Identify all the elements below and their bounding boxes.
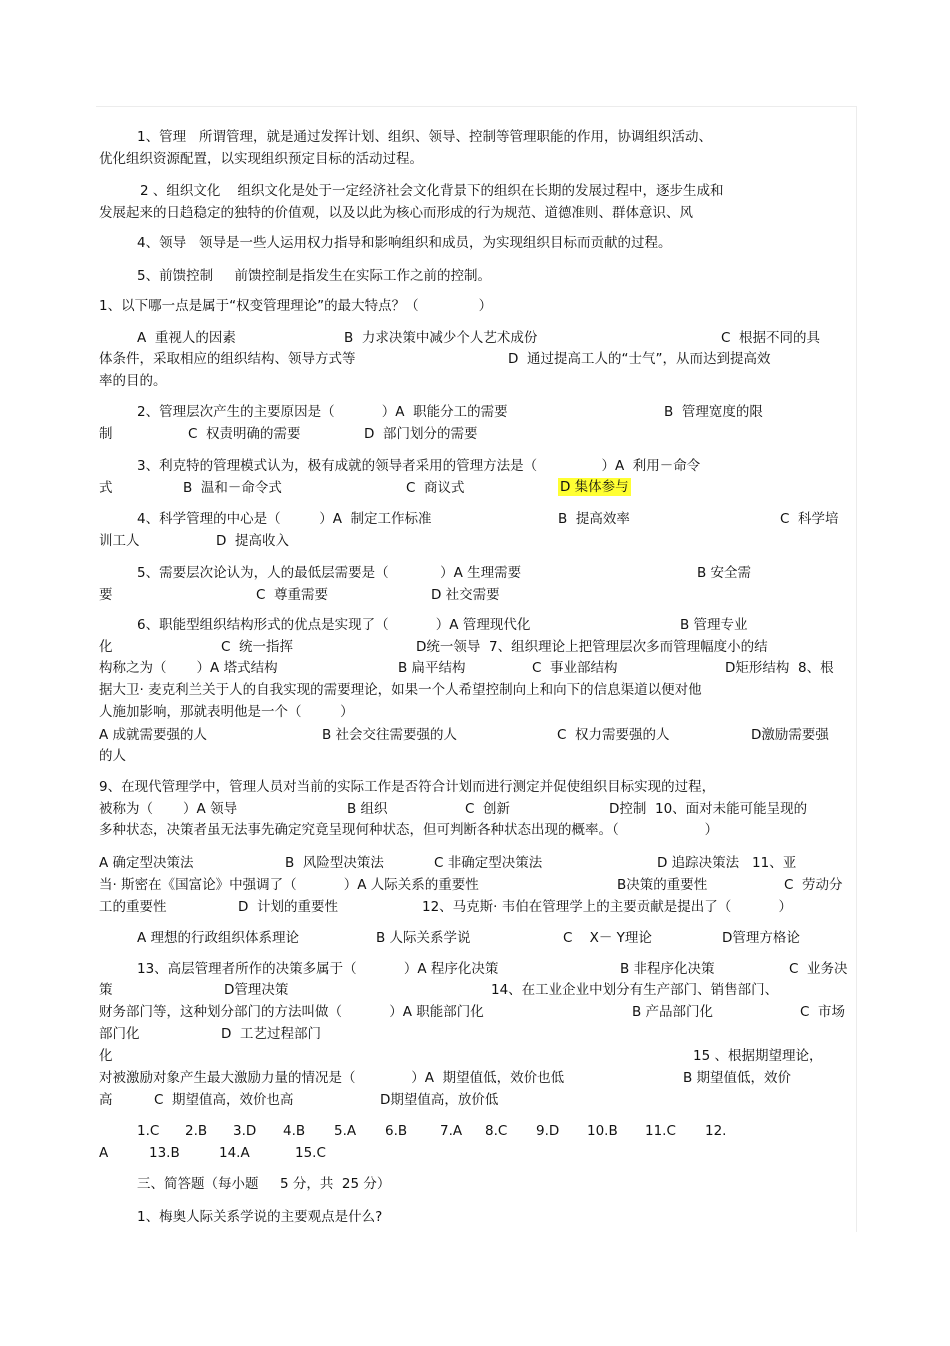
- answer-3: 3.D: [233, 1123, 257, 1139]
- answer-13: 13.B: [149, 1145, 180, 1161]
- question-4-option-d: D 提高收入: [216, 533, 289, 549]
- question-7-option-b: B 扁平结构: [398, 660, 466, 676]
- question-6-option-d-and-q7: D统一领导 7、组织理论上把管理层次多而管理幅度小的结: [416, 639, 768, 655]
- question-2-option-b: B 管理宽度的限: [664, 404, 763, 420]
- answer-7: 7.A: [440, 1123, 463, 1139]
- answer-4: 4.B: [283, 1123, 306, 1139]
- question-5-option-d: D 社交需要: [431, 587, 500, 603]
- question-10-option-a: A 确定型决策法: [99, 855, 194, 871]
- question-3-option-c: C 商议式: [406, 480, 465, 496]
- question-8-option-d-cont: 的人: [99, 748, 126, 764]
- answer-12-value: A: [99, 1145, 109, 1161]
- question-4-option-c-cont: 训工人: [99, 533, 140, 549]
- answer-14: 14.A: [219, 1145, 250, 1161]
- question-13-option-d: D管理决策: [224, 982, 289, 998]
- highlight-mark: D 集体参与: [560, 479, 629, 495]
- answer-11: 11.C: [645, 1123, 676, 1139]
- question-15-option-b-cont: 高: [99, 1092, 113, 1108]
- question-1-option-c-cont: 体条件，采取相应的组织结构、领导方式等: [99, 351, 356, 367]
- section-3-heading: 三、简答题（每小题 5 分，共 25 分）: [137, 1176, 391, 1192]
- answer-1: 1.C: [137, 1123, 160, 1139]
- question-8-option-b: B 社会交往需要强的人: [322, 727, 458, 743]
- question-2-option-d: D 部门划分的需要: [364, 426, 478, 442]
- question-10-stem: 多种状态，决策者虽无法事先确定究竟呈现何种状态，但可判断各种状态出现的概率。（ ）: [99, 822, 719, 838]
- question-8-option-a: A 成就需要强的人: [99, 727, 208, 743]
- question-9-option-b: B 组织: [347, 801, 388, 817]
- question-15-option-c: C 期望值高，效价也高: [154, 1092, 294, 1108]
- question-4-option-c: C 科学培: [780, 511, 839, 527]
- definition-5: 5、前馈控制 前馈控制是指发生在实际工作之前的控制。: [137, 268, 492, 284]
- question-14-option-c-cont: 部门化: [99, 1026, 140, 1042]
- question-1-stem: 1、以下哪一点是属于“权变管理理论”的最大特点？（ ）: [99, 298, 493, 314]
- definition-2-line-1: 2 、组织文化 组织文化是处于一定经济社会文化背景下的组织在长期的发展过程中，逐步生成和: [140, 183, 724, 199]
- answer-5: 5.A: [334, 1123, 357, 1139]
- question-3-option-b: B 温和－命令式: [183, 480, 282, 496]
- answer-12-number: 12.: [705, 1123, 727, 1139]
- question-8-stem-line-1: 据大卫· 麦克利兰关于人的自我实现的需要理论，如果一个人希望控制向上和向下的信息渠道以便对他: [99, 682, 702, 698]
- question-6-option-b-cont: 化: [99, 639, 113, 655]
- question-2-option-c: C 权责明确的需要: [188, 426, 301, 442]
- question-11-option-b: B决策的重要性: [617, 877, 708, 893]
- question-7-option-d-and-q8: D矩形结构 8、根: [725, 660, 834, 676]
- question-10-option-b: B 风险型决策法: [285, 855, 384, 871]
- question-10-option-c: C 非确定型决策法: [434, 855, 543, 871]
- question-15-option-d: D期望值高，放价低: [380, 1092, 499, 1108]
- question-13-option-b: B 非程序化决策: [620, 961, 715, 977]
- definition-4: 4、领导 领导是一些人运用权力指导和影响组织和成员，为实现组织目标而贡献的过程。: [137, 235, 672, 251]
- question-15-stem-line-2: 对被激励对象产生最大激励力量的情况是（ ）A 期望值低，效价也低: [99, 1070, 565, 1086]
- question-14-option-d-cont: 化: [99, 1048, 113, 1064]
- definition-1-line-1: 1、管理 所谓管理，就是通过发挥计划、组织、领导、控制等管理职能的作用，协调组织活动、: [137, 129, 712, 145]
- question-13-stem: 13、高层管理者所作的决策多属于（ ）A 程序化决策: [137, 961, 499, 977]
- question-12-option-b: B 人际关系学说: [376, 930, 471, 946]
- question-3-option-d-highlighted: [558, 477, 631, 497]
- question-11-option-c: C 劳动分: [784, 877, 843, 893]
- question-1-option-d: D 通过提高工人的“士气”，从而达到提高效: [508, 351, 771, 367]
- question-4-option-b: B 提高效率: [558, 511, 630, 527]
- question-12-option-a: A 理想的行政组织体系理论: [137, 930, 300, 946]
- question-11-option-c-cont: 工的重要性: [99, 899, 167, 915]
- question-11-stem: 当· 斯密在《国富论》中强调了（ ）A 人际关系的重要性: [99, 877, 479, 893]
- question-14-option-b: B 产品部门化: [632, 1004, 714, 1020]
- question-9-option-c: C 创新: [465, 801, 511, 817]
- question-5-stem: 5、需要层次论认为，人的最低层需要是（ ）A 生理需要: [137, 565, 522, 581]
- answer-2: 2.B: [185, 1123, 208, 1139]
- question-15-option-b: B 期望值低，效价: [683, 1070, 792, 1086]
- question-4-stem: 4、科学管理的中心是（ ）A 制定工作标准: [137, 511, 432, 527]
- question-13-option-c-cont: 策: [99, 982, 113, 998]
- question-1-option-b: B 力求决策中减少个人艺术成份: [344, 330, 538, 346]
- question-12-stem: 12、马克斯· 韦伯在管理学上的主要贡献是提出了（ ）: [422, 899, 792, 915]
- question-12-option-d: D管理方格论: [722, 930, 800, 946]
- definition-2-line-2: 发展起来的日趋稳定的独特的价值观，以及以此为核心而形成的行为规范、道德准则、群体意识、风: [99, 205, 693, 221]
- question-10-option-d-and-q11: D 追踪决策法 11、亚: [657, 855, 797, 871]
- question-11-option-d: D 计划的重要性: [238, 899, 338, 915]
- answer-15: 15.C: [295, 1145, 326, 1161]
- question-12-option-c: C X－ Y理论: [563, 930, 652, 946]
- question-2-stem: 2、管理层次产生的主要原因是（ ）A 职能分工的需要: [137, 404, 508, 420]
- definition-1-line-2: 优化组织资源配置，以实现组织预定目标的活动过程。: [99, 151, 423, 167]
- question-8-option-d: D激励需要强: [751, 727, 829, 743]
- question-14-option-d: D 工艺过程部门: [221, 1026, 321, 1042]
- answer-9: 9.D: [536, 1123, 560, 1139]
- question-14-stem-line-2: 财务部门等，这种划分部门的方法叫做（ ）A 职能部门化: [99, 1004, 484, 1020]
- answer-8: 8.C: [485, 1123, 508, 1139]
- question-5-option-c: C 尊重需要: [256, 587, 329, 603]
- question-7-line: 构称之为（ ）A 塔式结构: [99, 660, 278, 676]
- question-1-option-a: A 重视人的因素: [137, 330, 236, 346]
- question-9-stem-line-1: 9、在现代管理学中，管理人员对当前的实际工作是否符合计划而进行测定并促使组织目标实现的过程，: [99, 779, 716, 795]
- question-5-option-b-cont: 要: [99, 587, 113, 603]
- question-8-stem-line-2: 人施加影响，那就表明他是一个（ ）: [99, 704, 354, 720]
- question-1-option-c: C 根据不同的具: [721, 330, 821, 346]
- question-1-option-d-cont: 率的目的。: [99, 373, 167, 389]
- question-3-stem: 3、利克特的管理模式认为，极有成就的领导者采用的管理方法是（ ）A 利用－命令: [137, 458, 701, 474]
- question-13-option-c: C 业务决: [789, 961, 848, 977]
- question-2-option-b-cont: 制: [99, 426, 113, 442]
- question-14-option-c: C 市场: [800, 1004, 846, 1020]
- section-3-question-1: 1、梅奥人际关系学说的主要观点是什么?: [137, 1209, 383, 1225]
- question-3-option-a-cont: 式: [99, 480, 113, 496]
- question-6-option-c: C 统一指挥: [221, 639, 294, 655]
- question-6-stem: 6、职能型组织结构形式的优点是实现了（ ）A 管理现代化: [137, 617, 531, 633]
- question-15-stem-line-1: 15 、根据期望理论，: [693, 1048, 823, 1064]
- question-9-option-d-and-q10: D控制 10、面对未能可能呈现的: [609, 801, 808, 817]
- question-5-option-b: B 安全需: [697, 565, 752, 581]
- question-9-stem-line-2: 被称为（ ）A 领导: [99, 801, 238, 817]
- question-6-option-b: B 管理专业: [680, 617, 748, 633]
- answer-10: 10.B: [587, 1123, 618, 1139]
- answer-6: 6.B: [385, 1123, 408, 1139]
- question-8-option-c: C 权力需要强的人: [557, 727, 670, 743]
- question-7-option-c: C 事业部结构: [532, 660, 618, 676]
- question-14-stem-line-1: 14、在工业企业中划分有生产部门、销售部门、: [491, 982, 779, 998]
